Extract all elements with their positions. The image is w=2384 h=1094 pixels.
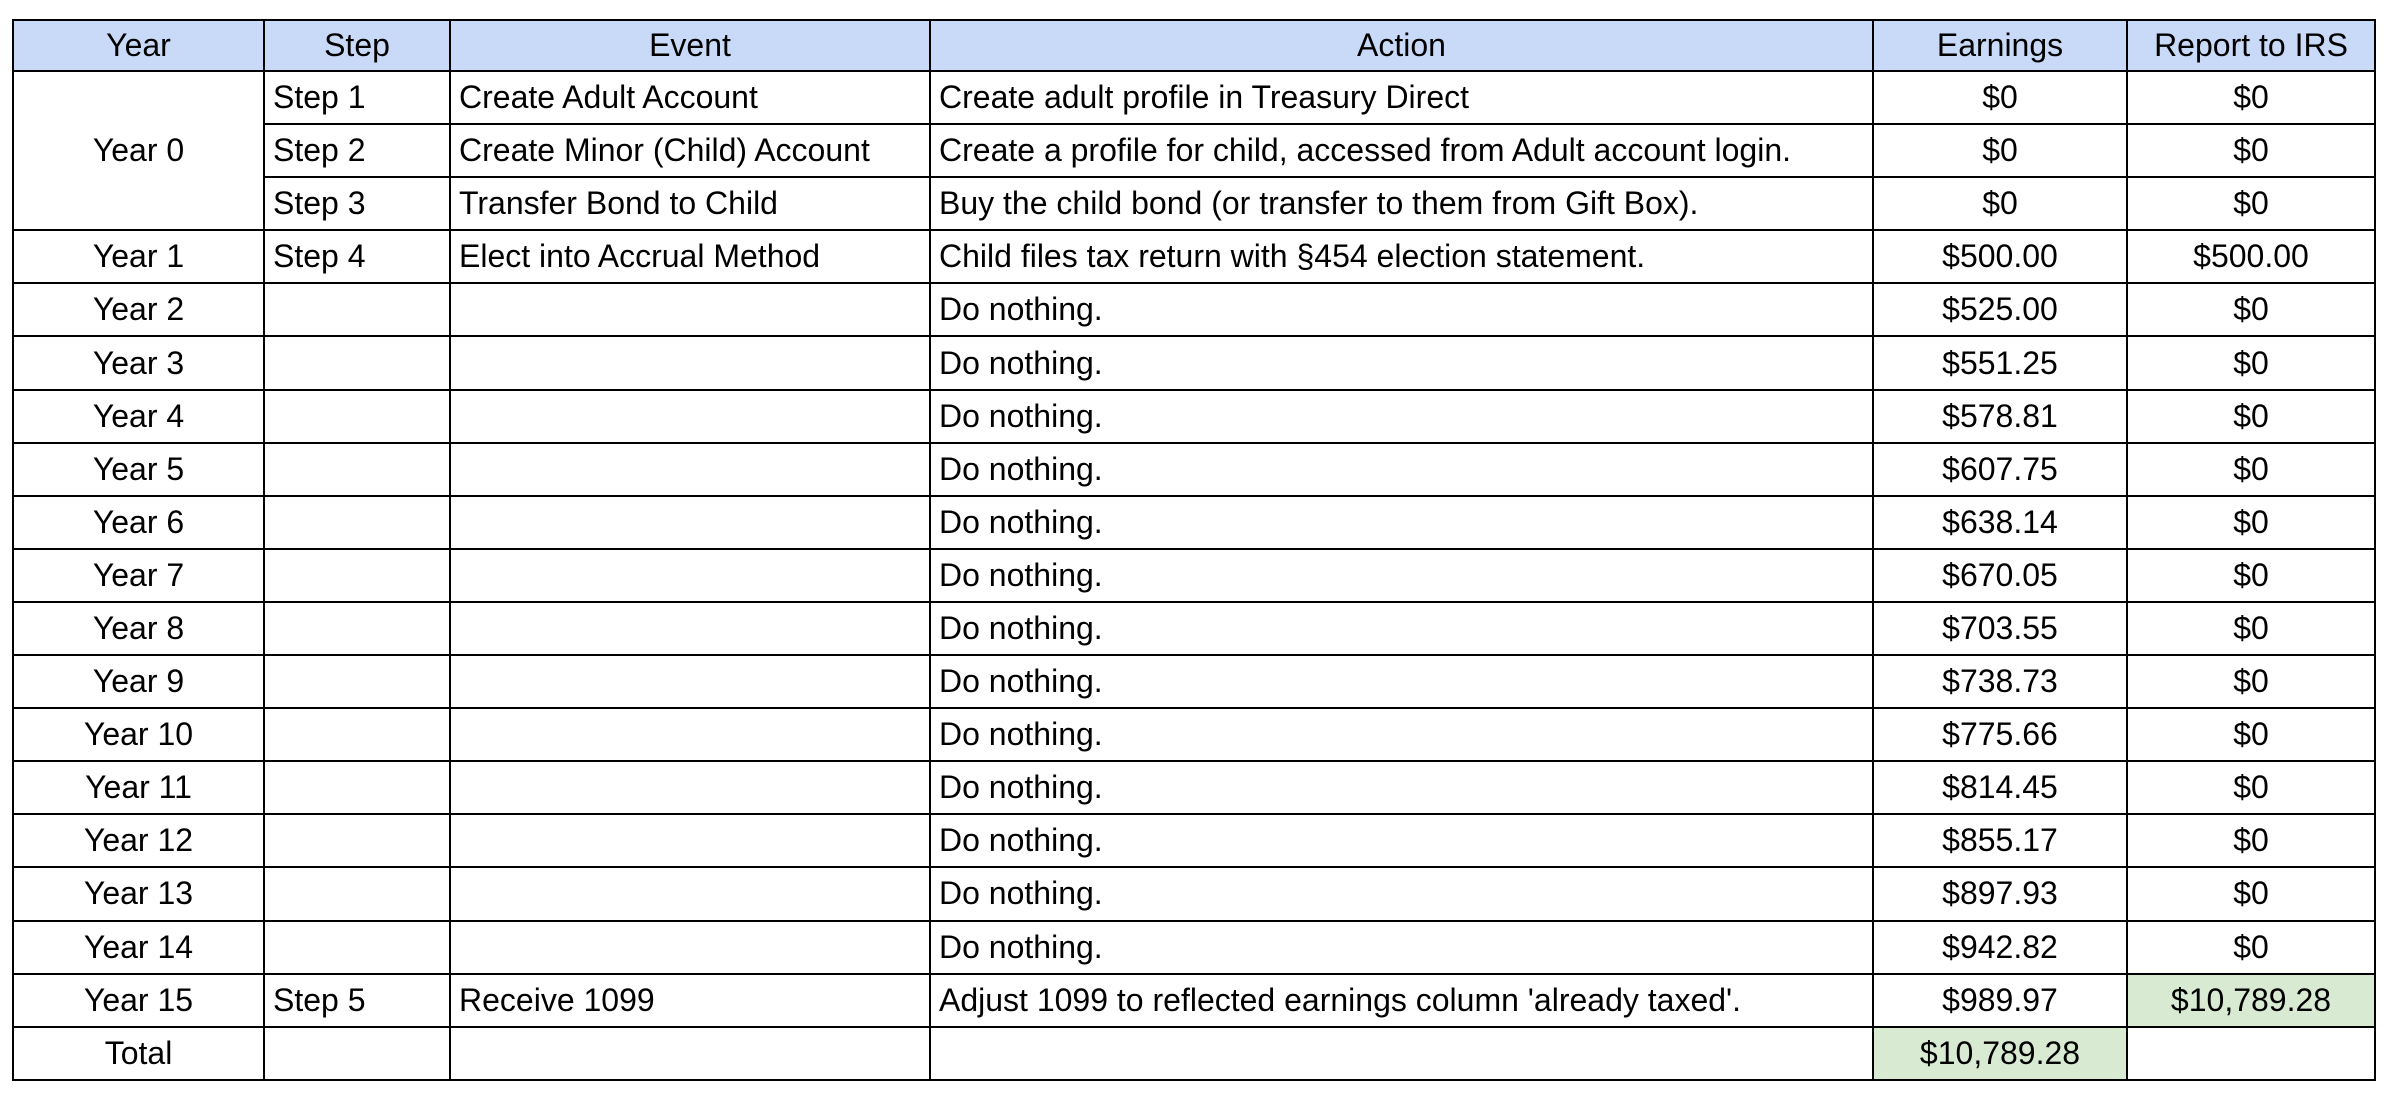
cell-report-to-irs: $10,789.28 (2127, 974, 2375, 1027)
cell-event: Elect into Accrual Method (450, 230, 930, 283)
cell-year: Year 12 (13, 814, 264, 867)
cell-report-to-irs: $0 (2127, 71, 2375, 124)
cell-report-to-irs: $0 (2127, 814, 2375, 867)
header-report-to-irs: Report to IRS (2127, 20, 2375, 71)
header-earnings: Earnings (1873, 20, 2127, 71)
cell-report-to-irs: $0 (2127, 177, 2375, 230)
cell-event (450, 443, 930, 496)
table-row (13, 283, 2375, 336)
header-row (13, 20, 2375, 71)
cell-step (264, 1027, 450, 1080)
cell-step (264, 814, 450, 867)
cell-earnings: $578.81 (1873, 390, 2127, 443)
cell-step (264, 761, 450, 814)
table-row (13, 921, 2375, 974)
table-row (13, 549, 2375, 602)
cell-event: Receive 1099 (450, 974, 930, 1027)
cell-event (450, 496, 930, 549)
cell-year: Year 13 (13, 867, 264, 920)
cell-event: Create Minor (Child) Account (450, 124, 930, 177)
cell-year: Year 10 (13, 708, 264, 761)
cell-earnings: $670.05 (1873, 549, 2127, 602)
cell-year: Year 0 (13, 71, 264, 230)
cell-step (264, 443, 450, 496)
cell-report-to-irs: $0 (2127, 602, 2375, 655)
cell-earnings: $525.00 (1873, 283, 2127, 336)
table-row (13, 496, 2375, 549)
cell-earnings: $738.73 (1873, 655, 2127, 708)
header-year: Year (13, 20, 264, 71)
header-step: Step (264, 20, 450, 71)
cell-action: Create a profile for child, accessed from Adult account login. (930, 124, 1873, 177)
cell-event (450, 390, 930, 443)
cell-action: Do nothing. (930, 708, 1873, 761)
cell-event (450, 761, 930, 814)
cell-event (450, 549, 930, 602)
cell-step (264, 549, 450, 602)
cell-earnings: $551.25 (1873, 336, 2127, 389)
cell-year: Year 11 (13, 761, 264, 814)
cell-year: Year 8 (13, 602, 264, 655)
table-row (13, 230, 2375, 283)
table-row (13, 761, 2375, 814)
cell-report-to-irs: $0 (2127, 443, 2375, 496)
cell-earnings: $500.00 (1873, 230, 2127, 283)
cell-event (450, 602, 930, 655)
table-row (13, 814, 2375, 867)
cell-action: Do nothing. (930, 602, 1873, 655)
cell-event (450, 708, 930, 761)
table-row (13, 655, 2375, 708)
cell-report-to-irs: $0 (2127, 124, 2375, 177)
header-event: Event (450, 20, 930, 71)
cell-report-to-irs: $0 (2127, 496, 2375, 549)
cell-report-to-irs: $0 (2127, 655, 2375, 708)
table-row (13, 708, 2375, 761)
cell-step (264, 283, 450, 336)
cell-event (450, 283, 930, 336)
cell-year: Total (13, 1027, 264, 1080)
cell-step: Step 2 (264, 124, 450, 177)
table-row (13, 390, 2375, 443)
cell-year: Year 1 (13, 230, 264, 283)
cell-report-to-irs: $0 (2127, 708, 2375, 761)
cell-action: Do nothing. (930, 336, 1873, 389)
cell-report-to-irs: $0 (2127, 921, 2375, 974)
cell-year: Year 5 (13, 443, 264, 496)
table-row (13, 867, 2375, 920)
cell-earnings: $703.55 (1873, 602, 2127, 655)
cell-earnings: $942.82 (1873, 921, 2127, 974)
cell-year: Year 6 (13, 496, 264, 549)
cell-action: Do nothing. (930, 496, 1873, 549)
cell-earnings: $989.97 (1873, 974, 2127, 1027)
cell-event (450, 814, 930, 867)
cell-earnings: $0 (1873, 177, 2127, 230)
table-row (13, 602, 2375, 655)
cell-earnings: $0 (1873, 71, 2127, 124)
cell-action: Do nothing. (930, 921, 1873, 974)
table-row (13, 177, 2375, 230)
cell-earnings: $607.75 (1873, 443, 2127, 496)
cell-earnings: $10,789.28 (1873, 1027, 2127, 1080)
cell-report-to-irs: $0 (2127, 867, 2375, 920)
cell-report-to-irs: $0 (2127, 390, 2375, 443)
cell-report-to-irs: $0 (2127, 336, 2375, 389)
cell-year: Year 3 (13, 336, 264, 389)
cell-step (264, 921, 450, 974)
table-row (13, 1027, 2375, 1080)
cell-action: Do nothing. (930, 549, 1873, 602)
cell-action: Do nothing. (930, 867, 1873, 920)
cell-earnings: $897.93 (1873, 867, 2127, 920)
cell-action: Child files tax return with §454 election statement. (930, 230, 1873, 283)
cell-report-to-irs: $0 (2127, 283, 2375, 336)
table-row (13, 71, 2375, 124)
cell-action: Buy the child bond (or transfer to them from Gift Box). (930, 177, 1873, 230)
cell-event: Transfer Bond to Child (450, 177, 930, 230)
cell-event (450, 655, 930, 708)
table-row (13, 443, 2375, 496)
cell-action: Do nothing. (930, 814, 1873, 867)
cell-action: Adjust 1099 to reflected earnings column 'already taxed'. (930, 974, 1873, 1027)
table-row (13, 124, 2375, 177)
cell-event (450, 867, 930, 920)
header-action: Action (930, 20, 1873, 71)
cell-step (264, 867, 450, 920)
cell-earnings: $0 (1873, 124, 2127, 177)
earnings-table (12, 19, 2376, 1081)
cell-action: Do nothing. (930, 761, 1873, 814)
cell-event (450, 921, 930, 974)
cell-event: Create Adult Account (450, 71, 930, 124)
cell-year: Year 2 (13, 283, 264, 336)
cell-step (264, 336, 450, 389)
cell-step: Step 1 (264, 71, 450, 124)
cell-report-to-irs: $0 (2127, 549, 2375, 602)
cell-action: Create adult profile in Treasury Direct (930, 71, 1873, 124)
cell-step (264, 602, 450, 655)
cell-action: Do nothing. (930, 390, 1873, 443)
cell-action: Do nothing. (930, 655, 1873, 708)
cell-earnings: $775.66 (1873, 708, 2127, 761)
cell-step (264, 390, 450, 443)
cell-earnings: $814.45 (1873, 761, 2127, 814)
table-row (13, 974, 2375, 1027)
table-row (13, 336, 2375, 389)
cell-step: Step 3 (264, 177, 450, 230)
cell-report-to-irs (2127, 1027, 2375, 1080)
cell-event (450, 1027, 930, 1080)
cell-report-to-irs: $500.00 (2127, 230, 2375, 283)
cell-action: Do nothing. (930, 443, 1873, 496)
cell-step (264, 708, 450, 761)
cell-earnings: $855.17 (1873, 814, 2127, 867)
cell-year: Year 7 (13, 549, 264, 602)
cell-action: Do nothing. (930, 283, 1873, 336)
cell-year: Year 4 (13, 390, 264, 443)
cell-step (264, 655, 450, 708)
cell-year: Year 9 (13, 655, 264, 708)
cell-year: Year 15 (13, 974, 264, 1027)
cell-year: Year 14 (13, 921, 264, 974)
cell-step: Step 4 (264, 230, 450, 283)
cell-report-to-irs: $0 (2127, 761, 2375, 814)
cell-earnings: $638.14 (1873, 496, 2127, 549)
cell-step: Step 5 (264, 974, 450, 1027)
cell-action (930, 1027, 1873, 1080)
cell-event (450, 336, 930, 389)
cell-step (264, 496, 450, 549)
